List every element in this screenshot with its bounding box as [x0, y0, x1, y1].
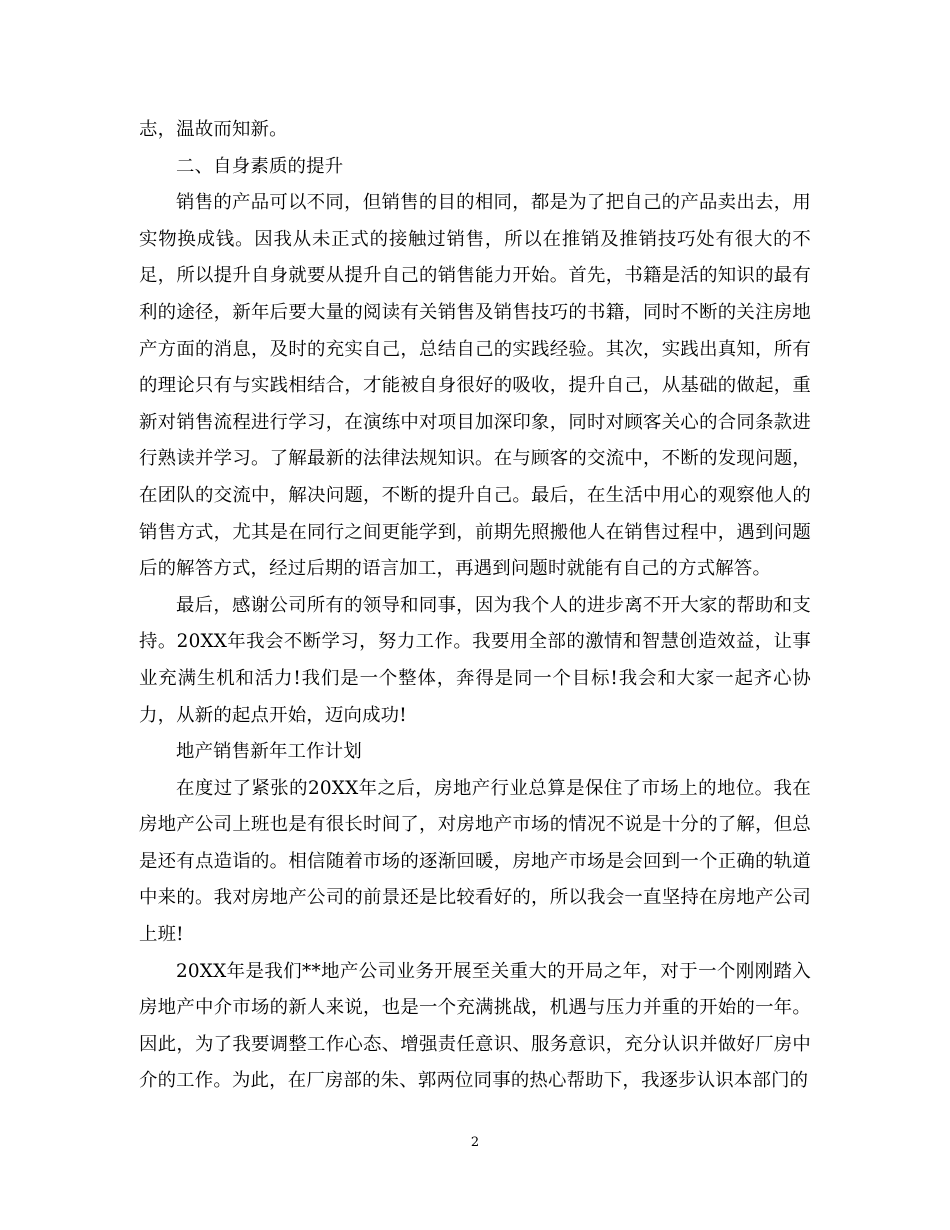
page-number: 2: [470, 1135, 480, 1150]
paragraph-market: 在度过了紧张的20XX年之后，房地产行业总算是保住了市场上的地位。我在房地产公司上班也是有很长时间了，对房地产市场的情况不说是十分的了解，但总是还有点造诣的。相信随着市场的逐渐回暖，房地产市场是会回到一个正确的轨道中来的。我对房地产公司的前景还是比较看好的，所以我会一直坚持在房地产公司上班!: [139, 777, 811, 946]
paragraph-1: 志，温故而知新。: [139, 119, 288, 140]
section-heading-new-year-plan: 地产销售新年工作计划: [176, 741, 362, 763]
paragraph-opening-year: 20XX年是我们**地产公司业务开展至关重大的开局之年，对于一个刚刚踏入房地产中介市场的新人来说，也是一个充满挑战，机遇与压力并重的开始的一年。因此，为了我要调整工作心态、增强责任意识、服务意识，充分认识并做好厂房中介的工作。为此，在厂房部的朱、郭两位同事的热心帮助下，我逐步认识本部门的: [139, 960, 811, 1092]
paragraph-sales-skills: 销售的产品可以不同，但销售的目的相同，都是为了把自己的产品卖出去，用实物换成钱。因我从未正式的接触过销售，所以在推销及推销技巧处有很大的不足，所以提升自身就要从提升自己的销售能力开始。首先，书籍是活的知识的最有利的途径，新年后要大量的阅读有关销售及销售技巧的书籍，同时不断的关注房地产方面的消息，及时的充实自己，总结自己的实践经验。其次，实践出真知，所有的理论只有与实践相结合，才能被自身很好的吸收，提升自己，从基础的做起，重新对销售流程进行学习，在演练中对项目加深印象，同时对顾客关心的合同条款进行熟读并学习。了解最新的法律法规知识。在与顾客的交流中，不断的发现问题，在团队的交流中，解决问题，不断的提升自己。最后，在生活中用心的观察他人的销售方式，尤其是在同行之间更能学到，前期先照搬他人在销售过程中，遇到问题后的解答方式，经过后期的语言加工，再遇到问题时就能有自己的方式解答。: [139, 192, 811, 580]
section-heading-self-improvement: 二、自身素质的提升: [176, 155, 344, 177]
document-body: [139, 112, 811, 1100]
paragraph-thanks: 最后，感谢公司所有的领导和同事，因为我个人的进步离不开大家的帮助和支持。20XX年我会不断学习，努力工作。我要用全部的激情和智慧创造效益，让事业充满生机和活力!我们是一个整体，奔得是同一个目标!我会和大家一起齐心协力，从新的起点开始，迈向成功!: [139, 594, 811, 726]
